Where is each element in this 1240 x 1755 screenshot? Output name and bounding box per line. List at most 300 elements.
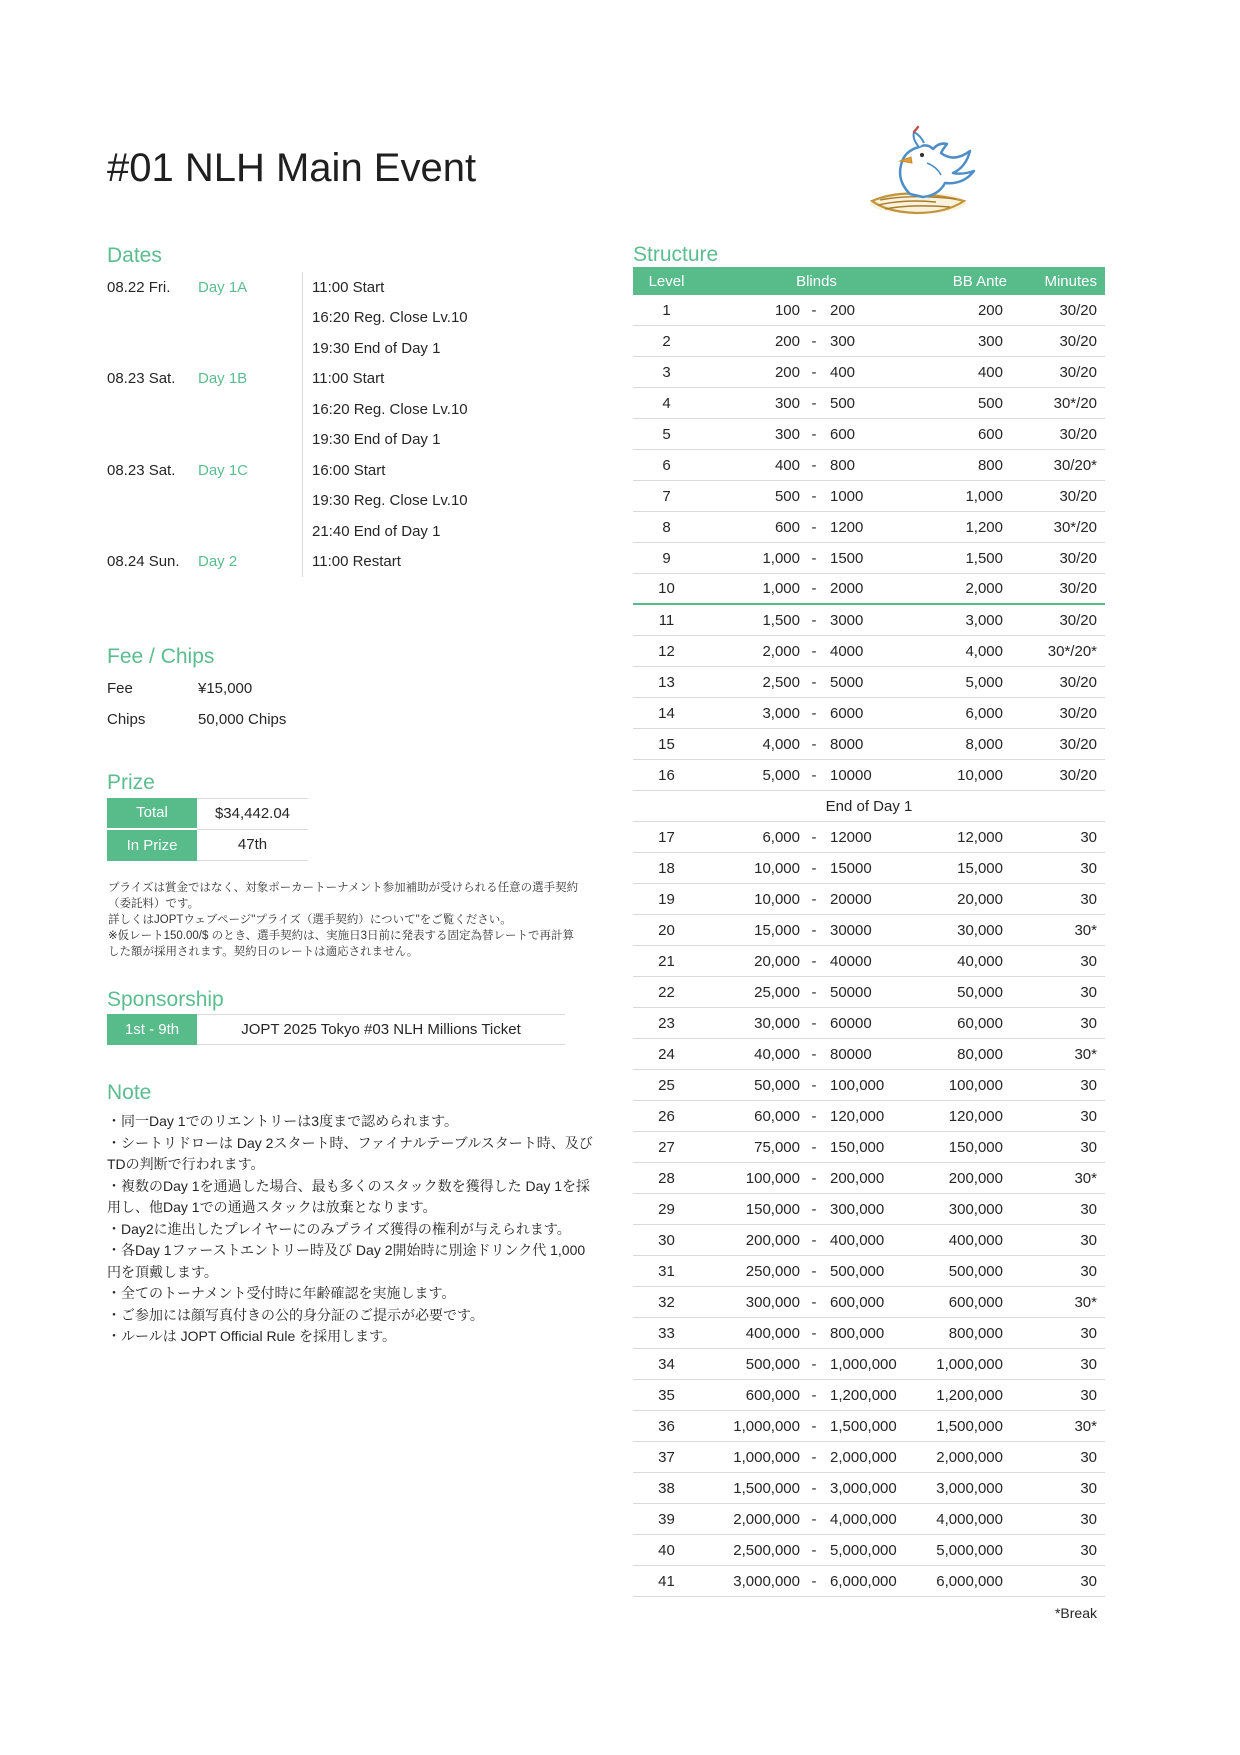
small-blind-cell: 40,000 [754, 1045, 800, 1063]
small-blind-cell: 2,500,000 [733, 1541, 800, 1559]
minutes-cell: 30/20 [1059, 425, 1097, 443]
big-blind-cell: 15000 [830, 859, 872, 877]
note-line: ・ルールは JOPT Official Rule を採用します。 [107, 1328, 397, 1344]
date-label [107, 394, 198, 425]
small-blind-cell: 2,500 [762, 673, 800, 691]
column-header-minutes: Minutes [1044, 272, 1097, 290]
minutes-cell: 30 [1080, 1448, 1097, 1466]
bb-ante-cell: 1,200 [965, 518, 1003, 536]
minutes-cell: 30 [1080, 1262, 1097, 1280]
minutes-cell: 30*/20 [1053, 394, 1097, 412]
minutes-cell: 30* [1074, 1169, 1097, 1187]
level-cell: 29 [658, 1200, 675, 1218]
minutes-cell: 30/20 [1059, 673, 1097, 691]
structure-row [633, 1442, 1105, 1473]
structure-row [633, 1473, 1105, 1504]
bb-ante-cell: 60,000 [957, 1014, 1003, 1032]
column-header-bb-ante: BB Ante [952, 272, 1007, 290]
big-blind-cell: 500,000 [830, 1262, 885, 1280]
bb-ante-cell: 50,000 [957, 983, 1003, 1001]
blind-dash: - [811, 952, 817, 970]
level-cell: 18 [658, 859, 675, 877]
small-blind-cell: 2,000 [762, 642, 800, 660]
structure-row [633, 326, 1105, 357]
small-blind-cell: 300 [774, 394, 800, 412]
minutes-cell: 30* [1074, 921, 1097, 939]
level-cell: 27 [658, 1138, 675, 1156]
minutes-cell: 30*/20 [1053, 518, 1097, 536]
fee-row-value: ¥15,000 [198, 679, 253, 697]
small-blind-cell: 100,000 [745, 1169, 800, 1187]
level-cell: 41 [658, 1572, 675, 1590]
level-cell: 36 [658, 1417, 675, 1435]
bb-ante-cell: 1,500 [965, 549, 1003, 567]
bb-ante-cell: 500,000 [948, 1262, 1003, 1280]
level-cell: 14 [658, 704, 675, 722]
day-label [198, 425, 302, 456]
small-blind-cell: 75,000 [754, 1138, 800, 1156]
level-cell: 33 [658, 1324, 675, 1342]
note-line: TDの判断で行われます。 [107, 1156, 265, 1172]
blind-dash: - [811, 487, 817, 505]
structure-row [633, 1194, 1105, 1225]
prize-row [107, 830, 308, 862]
structure-row [633, 884, 1105, 915]
minutes-cell: 30/20 [1059, 735, 1097, 753]
bb-ante-cell: 3,000 [965, 611, 1003, 629]
minutes-cell: 30 [1080, 859, 1097, 877]
bb-ante-cell: 150,000 [948, 1138, 1003, 1156]
structure-row [633, 1287, 1105, 1318]
blind-dash: - [811, 518, 817, 536]
minutes-cell: 30/20 [1059, 487, 1097, 505]
structure-row [633, 1225, 1105, 1256]
level-cell: 8 [662, 518, 671, 536]
structure-row [633, 1256, 1105, 1287]
fee-row-label: Chips [107, 710, 146, 728]
structure-row [633, 450, 1105, 481]
level-cell: 39 [658, 1510, 675, 1528]
date-label [107, 516, 198, 547]
blind-dash: - [811, 1014, 817, 1032]
big-blind-cell: 200,000 [830, 1169, 885, 1187]
sponsorship-heading: Sponsorship [107, 988, 224, 1011]
level-cell: 5 [662, 425, 671, 443]
bb-ante-cell: 600,000 [948, 1293, 1003, 1311]
big-blind-cell: 5000 [830, 673, 864, 691]
date-row [107, 547, 557, 578]
blind-dash: - [811, 1355, 817, 1373]
blind-dash: - [811, 580, 817, 597]
small-blind-cell: 1,000 [762, 549, 800, 567]
small-blind-cell: 10,000 [754, 890, 800, 908]
bb-ante-cell: 30,000 [957, 921, 1003, 939]
bb-ante-cell: 800,000 [948, 1324, 1003, 1342]
structure-row [633, 977, 1105, 1008]
bb-ante-cell: 1,200,000 [936, 1386, 1003, 1404]
bb-ante-cell: 200 [977, 301, 1003, 319]
big-blind-cell: 4,000,000 [830, 1510, 897, 1528]
structure-row [633, 1380, 1105, 1411]
disclaimer-line: プライズは賞金ではなく、対象ポーカートーナメント参加補助が受けられる任意の選手契約 [108, 882, 579, 894]
dates-heading: Dates [107, 244, 162, 267]
big-blind-cell: 800,000 [830, 1324, 885, 1342]
big-blind-cell: 300,000 [830, 1200, 885, 1218]
small-blind-cell: 200 [774, 363, 800, 381]
bb-ante-cell: 200,000 [948, 1169, 1003, 1187]
note-line: ・全てのトーナメント受付時に年齢確認を実施します。 [107, 1285, 456, 1301]
time-label: 11:00 Start [302, 364, 557, 395]
date-row [107, 333, 557, 364]
blind-dash: - [811, 301, 817, 319]
small-blind-cell: 20,000 [754, 952, 800, 970]
blind-dash: - [811, 1572, 817, 1590]
date-row [107, 455, 557, 486]
level-cell: 37 [658, 1448, 675, 1466]
level-cell: 7 [662, 487, 671, 505]
structure-row [633, 667, 1105, 698]
day-label: Day 1C [198, 461, 249, 479]
small-blind-cell: 4,000 [762, 735, 800, 753]
bb-ante-cell: 300 [977, 332, 1003, 350]
bb-ante-cell: 40,000 [957, 952, 1003, 970]
structure-row [633, 636, 1105, 667]
blind-dash: - [811, 1138, 817, 1156]
small-blind-cell: 2,000,000 [733, 1510, 800, 1528]
big-blind-cell: 1,000,000 [830, 1355, 897, 1373]
small-blind-cell: 500 [774, 487, 800, 505]
big-blind-cell: 400,000 [830, 1231, 885, 1249]
minutes-cell: 30 [1080, 1200, 1097, 1218]
bird-illustration [900, 127, 974, 197]
big-blind-cell: 40000 [830, 952, 872, 970]
structure-break-row [633, 791, 1105, 822]
level-cell: 35 [658, 1386, 675, 1404]
blind-dash: - [811, 1386, 817, 1404]
prize-row-value: 47th [197, 830, 308, 862]
level-cell: 32 [658, 1293, 675, 1311]
minutes-cell: 30 [1080, 952, 1097, 970]
blind-dash: - [811, 1324, 817, 1342]
minutes-cell: 30 [1080, 828, 1097, 846]
day-label: Day 2 [198, 553, 238, 571]
structure-row [633, 512, 1105, 543]
bb-ante-cell: 120,000 [948, 1107, 1003, 1125]
sponsorship-table [107, 1014, 565, 1045]
day-label [198, 394, 302, 425]
minutes-cell: 30/20 [1059, 580, 1097, 597]
prize-section [107, 771, 427, 861]
structure-heading: Structure [633, 243, 719, 266]
fee-chips-heading: Fee / Chips [107, 645, 215, 668]
structure-row [633, 1070, 1105, 1101]
level-cell: 10 [658, 580, 675, 597]
date-label [107, 333, 198, 364]
minutes-cell: 30 [1080, 1572, 1097, 1590]
level-cell: 26 [658, 1107, 675, 1125]
level-cell: 17 [658, 828, 675, 846]
fee-row [107, 704, 427, 735]
small-blind-cell: 1,500,000 [733, 1479, 800, 1497]
bb-ante-cell: 1,000 [965, 487, 1003, 505]
structure-row [633, 729, 1105, 760]
level-cell: 12 [658, 642, 675, 660]
minutes-cell: 30/20 [1059, 363, 1097, 381]
bb-ante-cell: 2,000,000 [936, 1448, 1003, 1466]
minutes-cell: 30 [1080, 1076, 1097, 1094]
disclaimer-line: ※仮レート150.00/$ のとき、選手契約は、実施日3日前に発表する固定為替レートで再計算 [108, 930, 575, 942]
minutes-cell: 30 [1080, 1541, 1097, 1559]
minutes-cell: 30 [1080, 1355, 1097, 1373]
bb-ante-cell: 12,000 [957, 828, 1003, 846]
date-row [107, 394, 557, 425]
small-blind-cell: 500,000 [745, 1355, 800, 1373]
structure-row [633, 1008, 1105, 1039]
blind-dash: - [811, 1200, 817, 1218]
blind-dash: - [811, 394, 817, 412]
big-blind-cell: 5,000,000 [830, 1541, 897, 1559]
fee-rows [107, 673, 427, 734]
minutes-cell: 30*/20* [1047, 642, 1097, 660]
date-label: 08.24 Sun. [107, 553, 180, 571]
big-blind-cell: 500 [830, 394, 856, 412]
structure-row [633, 357, 1105, 388]
column-header-level: Level [648, 272, 685, 290]
blind-dash: - [811, 1262, 817, 1280]
small-blind-cell: 150,000 [745, 1200, 800, 1218]
big-blind-cell: 50000 [830, 983, 872, 1001]
minutes-cell: 30/20* [1053, 456, 1097, 474]
big-blind-cell: 4000 [830, 642, 864, 660]
small-blind-cell: 10,000 [754, 859, 800, 877]
small-blind-cell: 25,000 [754, 983, 800, 1001]
note-line: ・ご参加には顔写真付きの公的身分証のご提示が必要です。 [107, 1306, 484, 1323]
structure-header-row [633, 267, 1105, 295]
structure-row [633, 388, 1105, 419]
small-blind-cell: 400,000 [745, 1324, 800, 1342]
blind-dash: - [811, 642, 817, 660]
date-label: 08.22 Fri. [107, 278, 171, 296]
blind-dash: - [811, 983, 817, 1001]
disclaimer-line: した額が採用されます。契約日のレートは適応されません。 [108, 946, 419, 958]
structure-row [633, 1132, 1105, 1163]
minutes-cell: 30/20 [1059, 611, 1097, 629]
small-blind-cell: 6,000 [762, 828, 800, 846]
bb-ante-cell: 15,000 [957, 859, 1003, 877]
blind-dash: - [811, 704, 817, 722]
disclaimer-line: 詳しくはJOPTウェブページ"プライズ（選手契約）について"をご覧ください。 [108, 914, 512, 926]
small-blind-cell: 3,000,000 [733, 1572, 800, 1590]
time-label: 16:00 Start [302, 455, 557, 486]
time-label: 16:20 Reg. Close Lv.10 [302, 394, 557, 425]
blind-dash: - [811, 859, 817, 877]
date-row [107, 425, 557, 456]
bb-ante-cell: 2,000 [965, 580, 1003, 597]
blind-dash: - [811, 611, 817, 629]
level-cell: 2 [662, 332, 671, 350]
level-cell: 30 [658, 1231, 675, 1249]
structure-row [633, 605, 1105, 636]
blind-dash: - [811, 890, 817, 908]
structure-row [633, 853, 1105, 884]
minutes-cell: 30 [1080, 1510, 1097, 1528]
day-label: Day 1A [198, 278, 248, 296]
structure-row [633, 543, 1105, 574]
big-blind-cell: 1000 [830, 487, 864, 505]
level-cell: 16 [658, 766, 675, 784]
big-blind-cell: 6000 [830, 704, 864, 722]
blind-dash: - [811, 828, 817, 846]
prize-table [107, 798, 308, 861]
structure-section [633, 243, 1105, 1663]
note-line: ・同一Day 1でのリエントリーは3度まで認められます。 [107, 1113, 458, 1129]
big-blind-cell: 3,000,000 [830, 1479, 897, 1497]
big-blind-cell: 1500 [830, 549, 864, 567]
structure-row [633, 1318, 1105, 1349]
column-header-blinds: Blinds [796, 272, 837, 290]
date-label: 08.23 Sat. [107, 461, 176, 479]
minutes-cell: 30/20 [1059, 549, 1097, 567]
time-label: 21:40 End of Day 1 [302, 516, 557, 547]
date-label [107, 303, 198, 334]
blind-dash: - [811, 766, 817, 784]
blind-dash: - [811, 549, 817, 567]
level-cell: 15 [658, 735, 675, 753]
date-label [107, 486, 198, 517]
bb-ante-cell: 100,000 [948, 1076, 1003, 1094]
small-blind-cell: 1,000,000 [733, 1417, 800, 1435]
small-blind-cell: 300,000 [745, 1293, 800, 1311]
level-cell: 21 [658, 952, 675, 970]
structure-row [633, 295, 1105, 326]
big-blind-cell: 200 [830, 301, 856, 319]
end-of-day-label: End of Day 1 [825, 797, 913, 815]
structure-row [633, 1535, 1105, 1566]
bb-ante-cell: 10,000 [957, 766, 1003, 784]
sponsorship-section [107, 988, 577, 1045]
fee-row-label: Fee [107, 679, 133, 697]
level-cell: 19 [658, 890, 675, 908]
structure-row [633, 760, 1105, 791]
minutes-cell: 30 [1080, 1386, 1097, 1404]
time-label: 19:30 End of Day 1 [302, 425, 557, 456]
blind-dash: - [811, 425, 817, 443]
date-row [107, 303, 557, 334]
big-blind-cell: 300 [830, 332, 856, 350]
bb-ante-cell: 20,000 [957, 890, 1003, 908]
small-blind-cell: 100 [774, 301, 800, 319]
bb-ante-cell: 300,000 [948, 1200, 1003, 1218]
structure-table [633, 267, 1105, 1597]
small-blind-cell: 1,500 [762, 611, 800, 629]
level-cell: 20 [658, 921, 675, 939]
day-label [198, 516, 302, 547]
time-label: 16:20 Reg. Close Lv.10 [302, 303, 557, 334]
big-blind-cell: 600,000 [830, 1293, 885, 1311]
level-cell: 24 [658, 1045, 675, 1063]
minutes-cell: 30 [1080, 1479, 1097, 1497]
note-line: ・各Day 1ファーストエントリー時及び Day 2開始時に別途ドリンク代 1,000 [107, 1242, 586, 1258]
blind-dash: - [811, 1293, 817, 1311]
big-blind-cell: 2,000,000 [830, 1448, 897, 1466]
prize-row [107, 798, 308, 830]
break-footnote: *Break [1054, 1605, 1097, 1621]
small-blind-cell: 600,000 [745, 1386, 800, 1404]
level-cell: 25 [658, 1076, 675, 1094]
small-blind-cell: 600 [774, 518, 800, 536]
bb-ante-cell: 4,000,000 [936, 1510, 1003, 1528]
bb-ante-cell: 5,000 [965, 673, 1003, 691]
big-blind-cell: 8000 [830, 735, 864, 753]
time-label: 11:00 Start [302, 272, 557, 303]
blind-dash: - [811, 332, 817, 350]
big-blind-cell: 60000 [830, 1014, 872, 1032]
disclaimer-line: （委託料）です。 [108, 898, 200, 910]
big-blind-cell: 1,500,000 [830, 1417, 897, 1435]
structure-row [633, 822, 1105, 853]
big-blind-cell: 600 [830, 425, 856, 443]
structure-row [633, 481, 1105, 512]
structure-row [633, 915, 1105, 946]
big-blind-cell: 80000 [830, 1045, 872, 1063]
big-blind-cell: 3000 [830, 611, 864, 629]
big-blind-cell: 100,000 [830, 1076, 885, 1094]
bb-ante-cell: 400,000 [948, 1231, 1003, 1249]
structure-row [633, 698, 1105, 729]
fee-row-value: 50,000 Chips [198, 710, 287, 728]
blind-dash: - [811, 1417, 817, 1435]
small-blind-cell: 1,000 [762, 580, 800, 597]
level-cell: 6 [662, 456, 671, 474]
big-blind-cell: 150,000 [830, 1138, 885, 1156]
date-row [107, 272, 557, 303]
big-blind-cell: 800 [830, 456, 856, 474]
big-blind-cell: 400 [830, 363, 856, 381]
bb-ante-cell: 5,000,000 [936, 1541, 1003, 1559]
fee-row [107, 673, 427, 704]
big-blind-cell: 10000 [830, 766, 872, 784]
blind-dash: - [811, 735, 817, 753]
blind-dash: - [811, 1045, 817, 1063]
level-cell: 11 [658, 611, 675, 629]
big-blind-cell: 2000 [830, 580, 864, 597]
structure-row [633, 1039, 1105, 1070]
bb-ante-cell: 800 [977, 456, 1003, 474]
minutes-cell: 30 [1080, 1324, 1097, 1342]
minutes-cell: 30 [1080, 1138, 1097, 1156]
blind-dash: - [811, 363, 817, 381]
blind-dash: - [811, 1231, 817, 1249]
day-label: Day 1B [198, 370, 248, 388]
minutes-cell: 30/20 [1059, 301, 1097, 319]
minutes-cell: 30/20 [1059, 766, 1097, 784]
bb-ante-cell: 400 [977, 363, 1003, 381]
date-row [107, 364, 557, 395]
structure-rows [633, 295, 1105, 1597]
day-label [198, 303, 302, 334]
date-label [107, 425, 198, 456]
dates-section [107, 244, 557, 577]
structure-row [633, 1566, 1105, 1597]
level-cell: 34 [658, 1355, 675, 1373]
minutes-cell: 30 [1080, 983, 1097, 1001]
time-label: 19:30 End of Day 1 [302, 333, 557, 364]
small-blind-cell: 5,000 [762, 766, 800, 784]
note-section [107, 1081, 627, 1348]
bb-ante-cell: 3,000,000 [936, 1479, 1003, 1497]
big-blind-cell: 12000 [830, 828, 872, 846]
level-cell: 31 [658, 1262, 675, 1280]
